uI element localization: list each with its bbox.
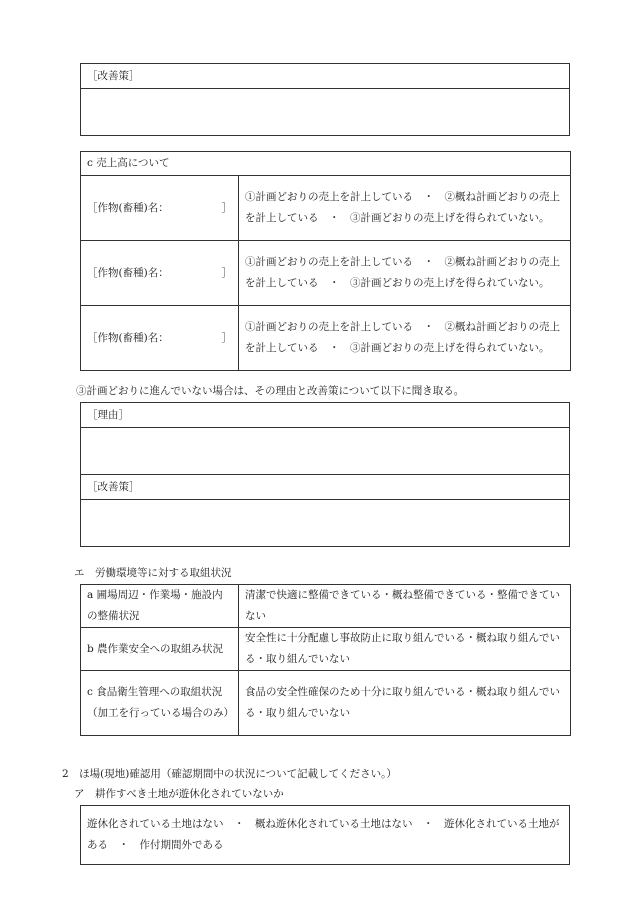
reason-kaizen-box [80,402,570,547]
labor-status-options[interactable]: 安全性に十分配慮し事故防止に取り組んでいる・概ね取り組んでいる・取り組んでいない [239,628,571,671]
idle-land-options[interactable]: 遊休化されている土地はない ・ 概ね遊休化されている土地はない ・ 遊休化されている土地がある ・ 作付期間外である [81,806,570,865]
crop-name-label: ［作物(畜種)名： [87,201,169,214]
crop-name-close: ］ [221,266,232,279]
crop-name-close: ］ [221,331,232,344]
labor-heading: エ 労働環境等に対する取組状況 [74,567,232,579]
labor-status-options[interactable]: 清潔で快適に整備できている・概ね整備できている・整備できていない [239,585,571,628]
sales-heading: c 売上高について [81,152,571,176]
sales-row [81,306,571,371]
sales-table [80,151,571,371]
section2-sub: ア 耕作すべき土地が遊休化されていないか [74,788,284,800]
kaizen-entry-area[interactable] [81,500,570,547]
section2-heading: 2 ほ場(現地)確認用（確認期間中の状況について記載してください。） [62,768,397,780]
sales-status-options[interactable]: ①計画どおりの売上を計上している ・ ②概ね計画どおりの売上を計上している ・ ③計画どおりの売上げを得られていない。 [239,306,571,371]
labor-row [81,628,571,671]
crop-name-cell[interactable] [81,176,239,241]
labor-status-options[interactable]: 食品の安全性確保のため十分に取り組んでいる・概ね取り組んでいる・取り組んでいない [239,671,571,736]
labor-row [81,671,571,736]
labor-table [80,584,571,736]
kaizen-label: ［改善策］ [81,64,570,89]
sales-row [81,176,571,241]
labor-row [81,585,571,628]
labor-item: a 圃場周辺・作業場・施設内の整備状況 [81,585,239,628]
kaizen-entry-area[interactable] [81,89,570,136]
kaizen-box-top [80,63,570,136]
reason-label: ［理由］ [81,403,570,428]
crop-name-label: ［作物(畜種)名： [87,331,169,344]
sales-status-options[interactable]: ①計画どおりの売上を計上している ・ ②概ね計画どおりの売上を計上している ・ ③計画どおりの売上げを得られていない。 [239,176,571,241]
reason-entry-area[interactable] [81,428,570,475]
idle-land-table [80,805,570,865]
kaizen-label: ［改善策］ [81,475,570,500]
crop-name-cell[interactable] [81,241,239,306]
instruction-note: ③計画どおりに進んでいない場合は、その理由と改善策について以下に聞き取る。 [76,385,465,397]
sales-row [81,241,571,306]
crop-name-cell[interactable] [81,306,239,371]
sales-status-options[interactable]: ①計画どおりの売上を計上している ・ ②概ね計画どおりの売上を計上している ・ ③計画どおりの売上げを得られていない。 [239,241,571,306]
labor-item: b 農作業安全への取組み状況 [81,628,239,671]
crop-name-close: ］ [221,201,232,214]
crop-name-label: ［作物(畜種)名： [87,266,169,279]
labor-item: c 食品衛生管理への取組状況（加工を行っている場合のみ） [81,671,239,736]
